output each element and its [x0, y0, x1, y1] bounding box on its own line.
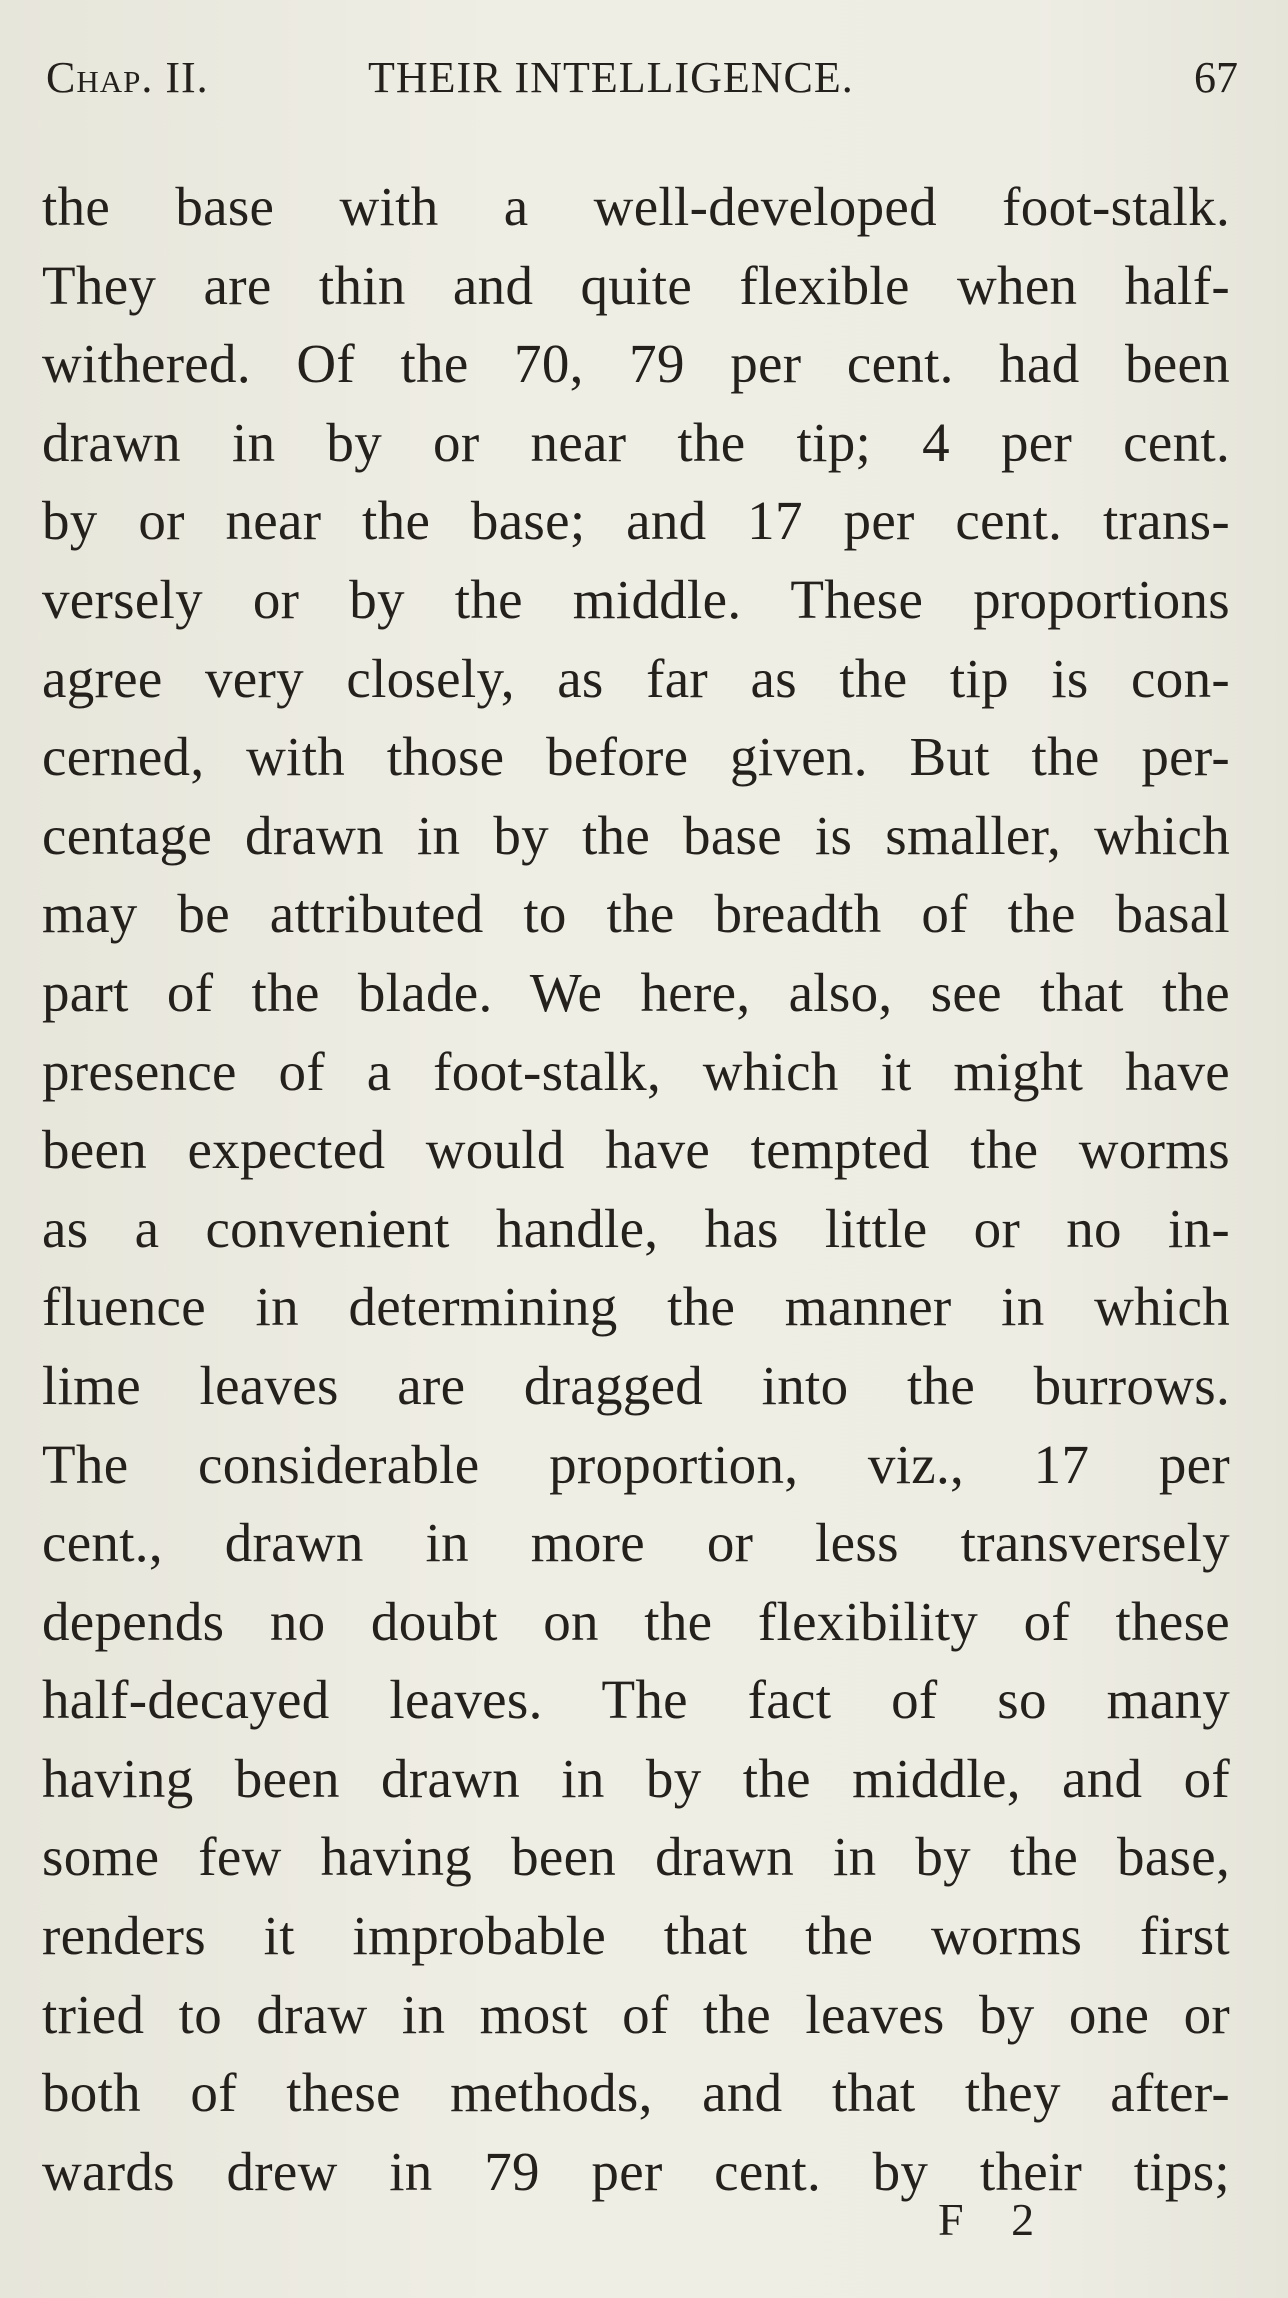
chapter-label: Chap. II. [46, 53, 209, 102]
text-line: fluence in determining the manner in which [42, 1276, 1230, 1338]
text-line: withered. Of the 70, 79 per cent. had been [42, 333, 1230, 395]
text-line: been expected would have tempted the worms [42, 1119, 1230, 1181]
text-line: part of the blade. We here, also, see that the [42, 961, 1230, 1023]
text-line: some few having been drawn in by the base, [42, 1826, 1230, 1888]
running-head [46, 48, 1238, 108]
text-line: may be attributed to the breadth of the basal [42, 883, 1230, 945]
text-line: versely or by the middle. These proportions [42, 568, 1230, 630]
text-line: cerned, with those before given. But the per- [42, 726, 1230, 788]
text-line: lime leaves are dragged into the burrows. [42, 1354, 1230, 1416]
text-line: as a convenient handle, has little or no in- [42, 1197, 1230, 1259]
text-line: renders it improbable that the worms first [42, 1905, 1230, 1967]
page-number: 67 [1194, 53, 1238, 102]
text-line: drawn in by or near the tip; 4 per cent. [42, 411, 1230, 473]
text-line: They are thin and quite flexible when half- [42, 254, 1230, 316]
text-line: half-decayed leaves. The fact of so many [42, 1669, 1230, 1731]
text-line: depends no doubt on the flexibility of these [42, 1590, 1230, 1652]
text-line: having been drawn in by the middle, and of [42, 1747, 1230, 1809]
text-line: agree very closely, as far as the tip is con- [42, 647, 1230, 709]
running-title: THEIR INTELLIGENCE. [368, 53, 854, 102]
text-line: wards drew in 79 per cent. by their tips; [42, 2140, 1230, 2202]
text-line: both of these methods, and that they after- [42, 2062, 1230, 2124]
text-line: presence of a foot-stalk, which it might have [42, 1040, 1230, 1102]
text-line: cent., drawn in more or less transversely [42, 1512, 1230, 1574]
body-text [42, 168, 1230, 2211]
text-line: the base with a well-developed foot-stalk. [42, 176, 1230, 237]
signature-mark: F 2 [938, 2194, 1053, 2245]
text-line: The considerable proportion, viz., 17 per [42, 1433, 1230, 1495]
text-line: centage drawn in by the base is smaller, which [42, 804, 1230, 866]
text-line: by or near the base; and 17 per cent. trans- [42, 490, 1230, 552]
text-line: tried to draw in most of the leaves by one or [42, 1983, 1230, 2045]
